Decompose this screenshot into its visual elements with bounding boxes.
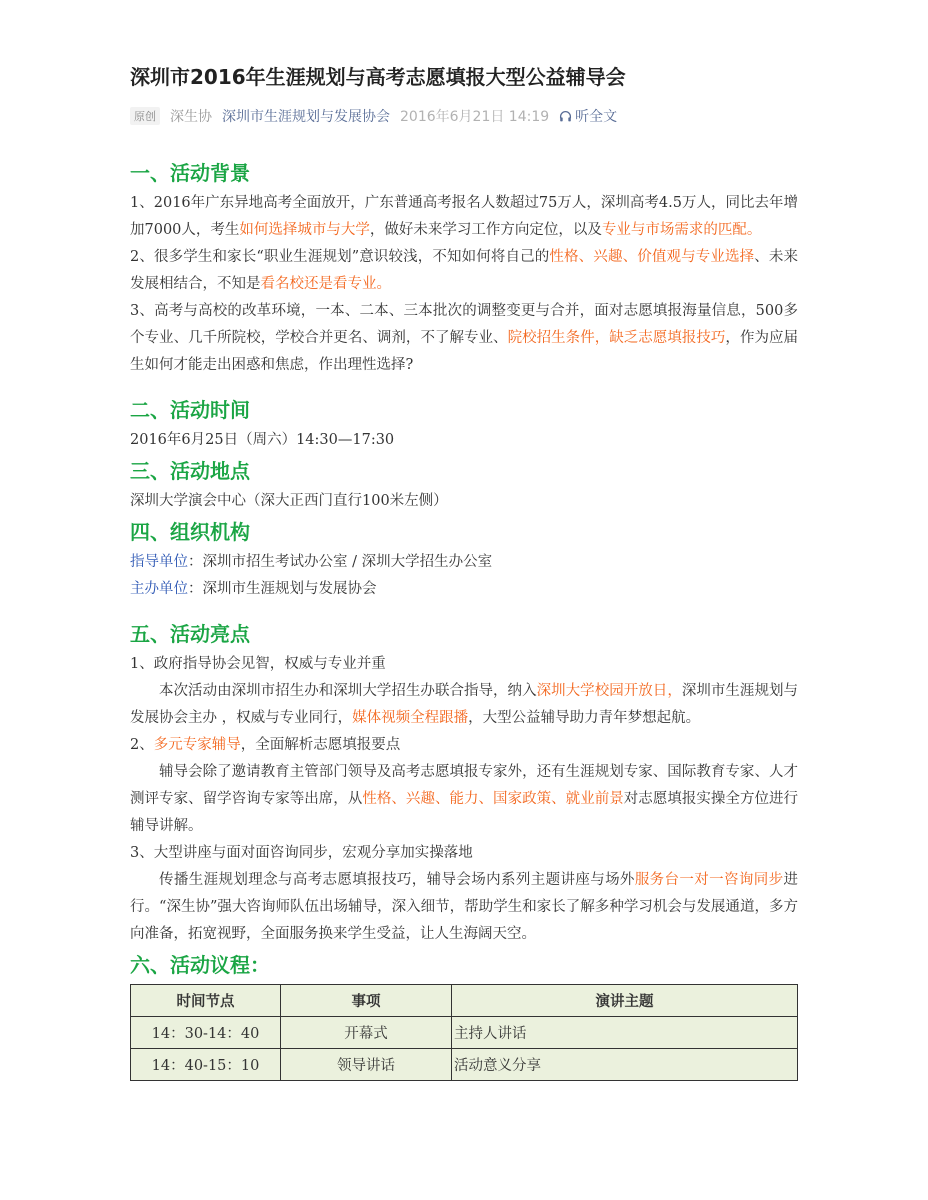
article-title: 深圳市2016年生涯规划与高考志愿填报大型公益辅导会 xyxy=(130,65,626,89)
table-cell: 活动意义分享 xyxy=(452,1049,798,1081)
guide-unit: 指导单位：深圳市招生考试办公室 / 深圳大学招生办公室 xyxy=(130,554,493,570)
section-heading-background: 一、活动背景 xyxy=(130,161,250,185)
publish-date: 2016年6月21日 14:19 xyxy=(400,109,550,125)
host-unit: 主办单位：深圳市生涯规划与发展协会 xyxy=(130,581,377,597)
author-name: 深生协 xyxy=(170,109,212,125)
highlight-1-title: 1、政府指导协会见智，权威与专业并重 xyxy=(130,656,386,672)
table-cell: 主持人讲话 xyxy=(452,1017,798,1049)
section-heading-venue: 三、活动地点 xyxy=(130,459,250,483)
highlight-2-title: 2、多元专家辅导，全面解析志愿填报要点 xyxy=(130,737,401,753)
section-heading-time: 二、活动时间 xyxy=(130,398,250,422)
highlight-3-body: 传播生涯规划理念与高考志愿填报技巧，辅导会场内系列主题讲座与场外服务台一对一咨询同步进行。“深生协”强大咨询师队伍出场辅导，深入细节，帮助学生和家长了解多种学习机会与发展通道，多方向准备，拓宽视野，全面服务换来学生受益，让人生海阔天空。 xyxy=(130,872,799,942)
table-cell: 14：30-14：40 xyxy=(131,1017,281,1049)
section-heading-org: 四、组织机构 xyxy=(130,520,250,544)
listen-button[interactable] xyxy=(559,106,617,126)
highlight-2-body: 辅导会除了邀请教育主管部门领导及高考志愿填报专家外，还有生涯规划专家、国际教育专家、人才测评专家、留学咨询专家等出席，从性格、兴趣、能力、国家政策、就业前景对志愿填报实操全方位进行辅导讲解。 xyxy=(130,764,799,834)
column-header: 演讲主题 xyxy=(452,985,798,1017)
highlight-3-title: 3、大型讲座与面对面咨询同步，宏观分享加实操落地 xyxy=(130,845,473,861)
table-row xyxy=(131,1017,798,1049)
background-paragraph-1: 1、2016年广东异地高考全面放开，广东普通高考报名人数超过75万人，深圳高考4.5万人，同比去年增加7000人，考生如何选择城市与大学，做好未来学习工作方向定位，以及专业与市场需求的匹配。 xyxy=(130,195,798,238)
table-cell: 领导讲话 xyxy=(281,1049,452,1081)
article-meta xyxy=(130,104,617,128)
table-row xyxy=(131,1049,798,1081)
listen-label: 听全文 xyxy=(575,109,618,125)
column-header: 事项 xyxy=(281,985,452,1017)
event-time: 2016年6月25日（周六）14:30—17:30 xyxy=(130,432,395,448)
table-cell: 开幕式 xyxy=(281,1017,452,1049)
column-header: 时间节点 xyxy=(131,985,281,1017)
article-body xyxy=(130,156,798,1081)
table-header-row xyxy=(131,985,798,1017)
background-paragraph-3: 3、高考与高校的改革环境，一本、二本、三本批次的调整变更与合并，面对志愿填报海量信息，500多个专业、几千所院校，学校合并更名、调剂，不了解专业、院校招生条件，缺乏志愿填报技巧，作为应届生如何才能走出困惑和焦虑，作出理性选择? xyxy=(130,303,799,373)
headphones-icon xyxy=(559,110,572,123)
event-venue: 深圳大学演会中心（深大正西门直行100米左侧） xyxy=(130,493,448,509)
section-heading-highlights: 五、活动亮点 xyxy=(130,622,250,646)
background-paragraph-2: 2、很多学生和家长“职业生涯规划”意识较浅，不知如何将自己的性格、兴趣、价值观与专业选择、未来发展相结合，不知是看名校还是看专业。 xyxy=(130,249,798,292)
guide-unit-label: 指导单位 xyxy=(130,554,188,570)
account-link[interactable]: 深圳市生涯规划与发展协会 xyxy=(222,109,390,125)
table-cell: 14：40-15：10 xyxy=(131,1049,281,1081)
section-heading-agenda: 六、活动议程： xyxy=(130,953,270,977)
original-badge: 原创 xyxy=(130,107,160,125)
agenda-table xyxy=(130,984,798,1081)
highlight-1-body: 本次活动由深圳市招生办和深圳大学招生办联合指导，纳入深圳大学校园开放日，深圳市生涯规划与发展协会主办 ，权威与专业同行，媒体视频全程跟播，大型公益辅导助力青年梦想起航。 xyxy=(130,683,799,726)
host-unit-label: 主办单位 xyxy=(130,581,188,597)
